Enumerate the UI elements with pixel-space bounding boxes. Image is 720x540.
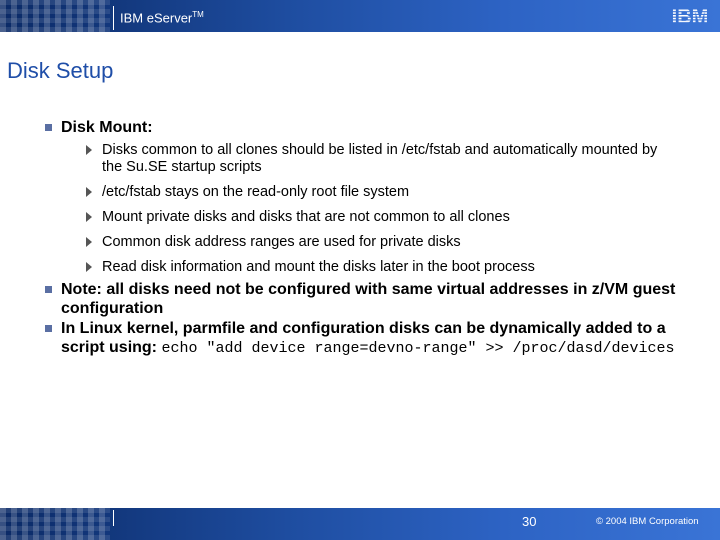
bullet-text: Note: all disks need not be configured with same virtual addresses in z/VM guest configuration <box>61 281 676 317</box>
triangle-bullet-icon <box>86 262 92 272</box>
sub-bullet-text: Read disk information and mount the disks later in the boot process <box>102 259 535 275</box>
sub-bullet-text: Common disk address ranges are used for private disks <box>102 234 461 250</box>
sub-bullet-text: /etc/fstab stays on the read-only root file system <box>102 184 410 200</box>
product-prefix: IBM e <box>120 10 154 26</box>
ibm-logo <box>666 4 714 26</box>
code-snippet: echo "add device range=devno-range" >> /proc/dasd/devices <box>161 340 675 357</box>
triangle-bullet-icon <box>86 237 92 247</box>
product-suffix: Server <box>153 10 193 26</box>
triangle-bullet-icon <box>86 212 92 222</box>
product-name <box>120 10 204 25</box>
bullet-square-icon <box>45 325 52 332</box>
header-bar <box>0 0 720 32</box>
linux-text: In Linux kernel, parmfile and configuration disks can be dynamically added to a script using: <box>61 320 666 356</box>
bullet-square-icon <box>45 124 52 131</box>
copyright-text: © 2004 IBM Corporation <box>596 516 699 527</box>
page-number: 30 <box>522 514 537 529</box>
footer-divider <box>113 510 114 526</box>
trademark-mark: TM <box>192 10 204 19</box>
header-pattern <box>0 0 110 32</box>
bullet-text <box>61 319 695 358</box>
bullet-square-icon <box>45 286 52 293</box>
sub-bullet-text: Mount private disks and disks that are not common to all clones <box>102 209 510 225</box>
triangle-bullet-icon <box>86 187 92 197</box>
footer-pattern <box>0 508 110 540</box>
sub-bullet-text: Disks common to all clones should be listed in /etc/fstab and automatically mounted by the Su.SE startup scripts <box>102 142 658 175</box>
triangle-bullet-icon <box>86 145 92 155</box>
header-divider <box>113 6 114 30</box>
page-title: Disk Setup <box>7 58 114 83</box>
bullet-text: Disk Mount: <box>61 119 153 136</box>
footer-bar <box>0 508 720 540</box>
ibm-logo-text: IBM <box>671 6 709 26</box>
